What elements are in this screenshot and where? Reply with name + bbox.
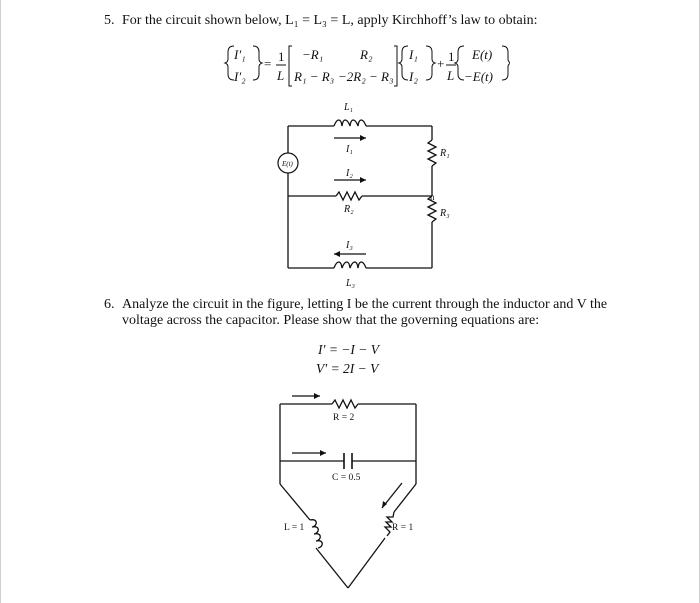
svg-text:I₁: I₁ <box>346 144 353 155</box>
svg-text:L: L <box>447 68 455 83</box>
svg-text:=: = <box>264 56 272 71</box>
resistor-top <box>332 400 358 408</box>
svg-text:R₃: R₃ <box>440 208 450 219</box>
inductor-L3 <box>334 262 366 268</box>
q5-circuit <box>260 92 460 292</box>
svg-text:R₂: R₂ <box>344 204 354 215</box>
svg-text:+: + <box>437 56 445 71</box>
q5-matrix-equation <box>220 40 510 92</box>
svg-text:n: n <box>430 192 435 202</box>
v-bottom: I₂ <box>409 69 418 84</box>
f-top: E(t) <box>472 47 493 62</box>
q6-eq2: V′ = 2I − V <box>316 361 379 376</box>
q6-line1: Analyze the circuit in the figure, letting I be the current through the inductor and V the <box>122 297 608 312</box>
f-bottom: −E(t) <box>464 69 493 84</box>
svg-text:I₃: I₃ <box>346 240 353 251</box>
svg-text:L₃: L₃ <box>346 278 356 289</box>
svg-text:1: 1 <box>278 49 285 64</box>
svg-text:L: L <box>277 68 285 83</box>
q5-text: For the circuit shown below, L₁ = L₃ = L, apply Kirchhoff’s law to obtain: <box>122 13 538 28</box>
m22: −2R₂ − R₃ <box>338 69 394 84</box>
lhs-right-brace <box>253 46 262 80</box>
lhs-bottom: I′₂ <box>234 69 246 84</box>
inductor-L <box>310 520 322 548</box>
label-L1: L₁ <box>344 102 354 113</box>
matrix-left-bracket <box>289 46 292 86</box>
svg-text:R₁: R₁ <box>440 148 450 159</box>
label-L: L = 1 <box>284 523 305 533</box>
inductor-L1 <box>334 120 366 126</box>
resistor-R2 <box>336 192 362 200</box>
lhs-top: I′₁ <box>234 47 246 62</box>
svg-text:1: 1 <box>448 49 455 64</box>
q6-line2: voltage across the capacitor. Please show that the governing equations are: <box>122 313 540 328</box>
m21: R₁ − R₃ <box>294 69 335 84</box>
q6-eq1: I′ = −I − V <box>318 342 380 357</box>
matrix-right-bracket <box>394 46 397 86</box>
m12: R₂ <box>360 47 373 62</box>
m11: −R₁ <box>302 47 324 62</box>
svg-text:I₂: I₂ <box>346 168 353 179</box>
resistor-R1 <box>428 140 436 166</box>
label-R-right: R = 1 <box>392 523 414 533</box>
v-top: I₁ <box>409 47 418 62</box>
q6-circuit <box>270 388 440 600</box>
svg-text:E(t): E(t) <box>282 160 293 168</box>
label-R-top: R = 2 <box>333 413 355 423</box>
q5-number: 5. <box>104 13 115 28</box>
lhs-left-brace <box>225 46 234 80</box>
q6-number: 6. <box>104 297 115 312</box>
label-C: C = 0.5 <box>332 473 361 483</box>
